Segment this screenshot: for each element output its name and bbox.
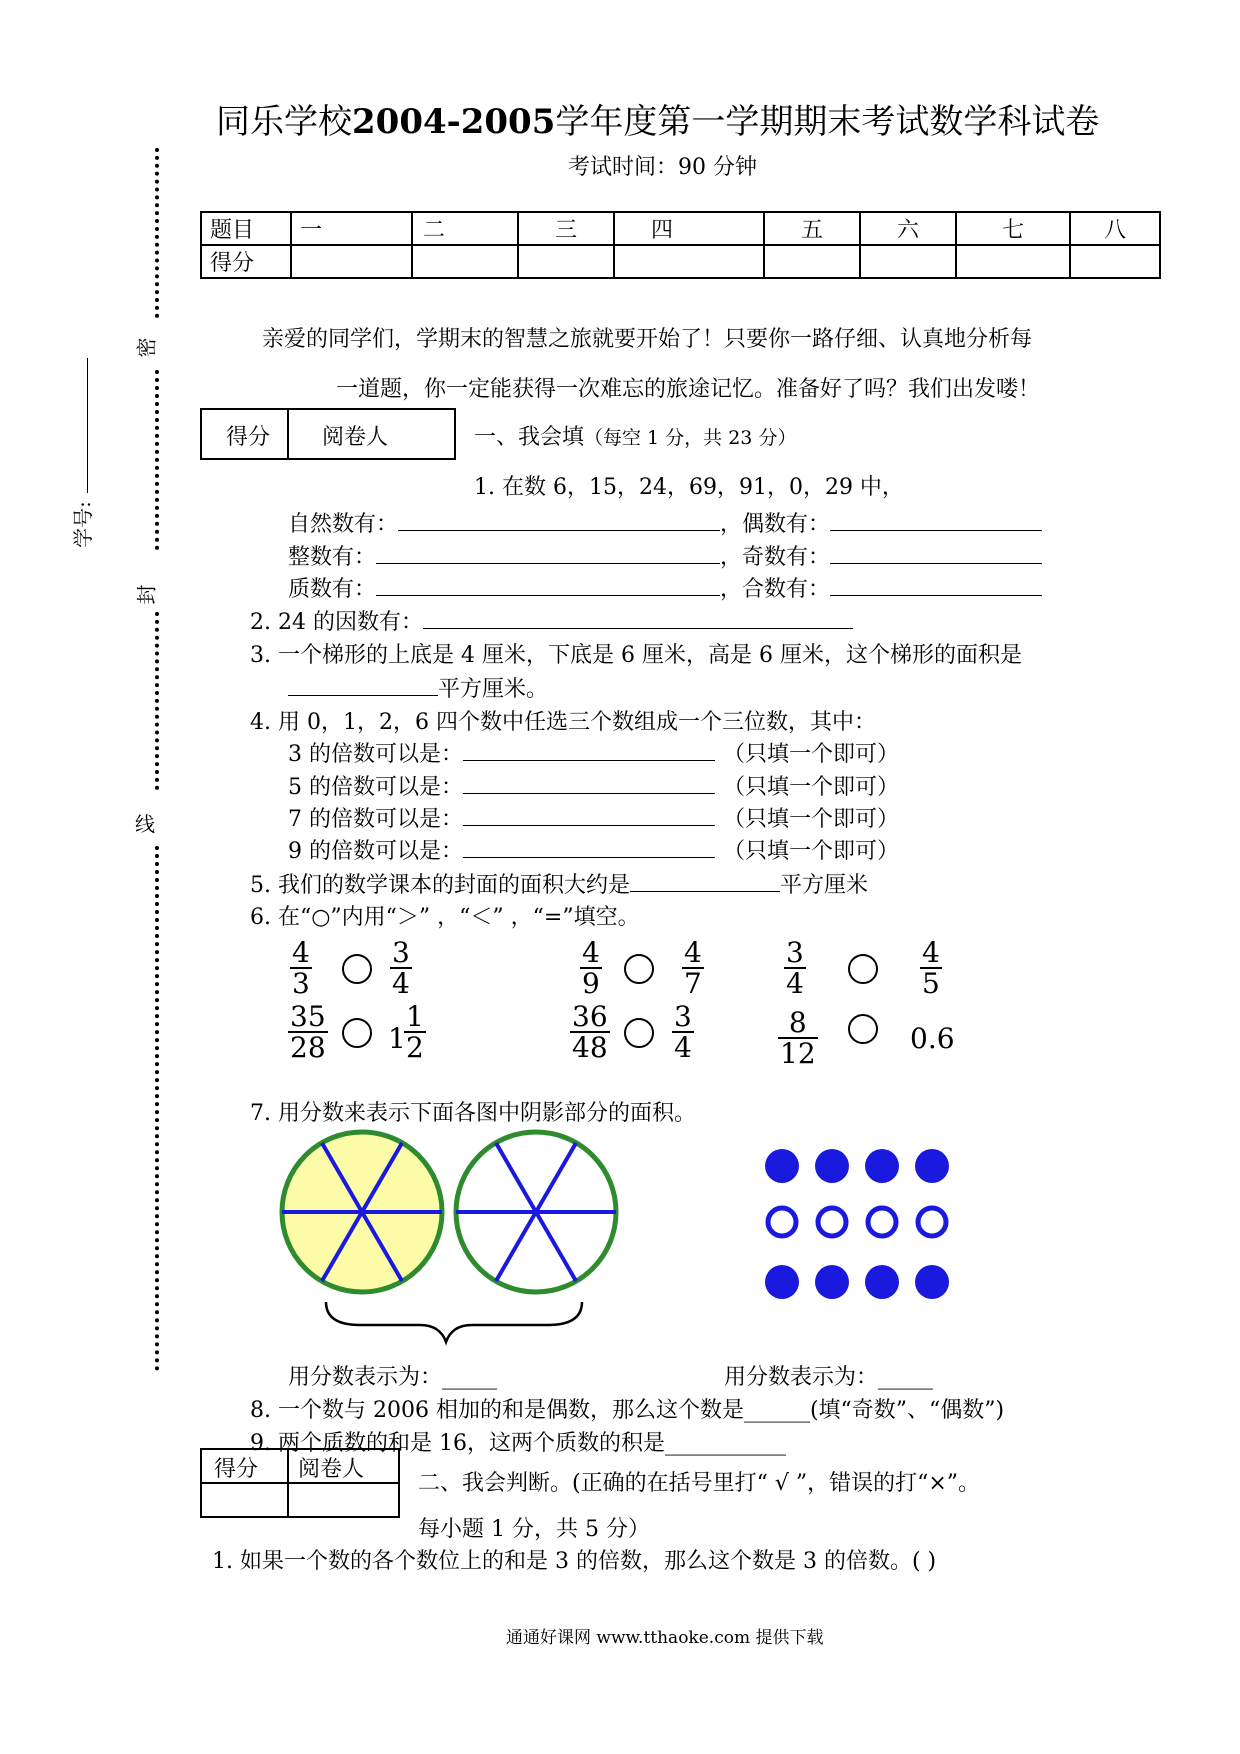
q7-answer-label: 用分数表示为： xyxy=(724,1365,879,1390)
q4-hint: （只填一个即可） xyxy=(723,775,900,800)
intro-line-2: 一道题，你一定能获得一次难忘的旅途记忆。准备好了吗？我们出发喽！ xyxy=(336,377,1041,402)
q4-hint: （只填一个即可） xyxy=(723,839,900,864)
section2-title: 二、我会判断。(正确的在括号里打“ √ ”，错误的打“×”。 xyxy=(418,1471,981,1496)
q3-text: 一个梯形的上底是 4 厘米，下底是 6 厘米，高是 6 厘米，这个梯形的面积是 xyxy=(271,643,1022,668)
frac-numerator: 3 xyxy=(786,936,804,969)
q4-hint: （只填一个即可） xyxy=(723,742,900,767)
intro-line-1: 亲爱的同学们，学期末的智慧之旅就要开始了！只要你一路仔细、认真地分析每 xyxy=(262,327,1033,352)
score-table-col: 六 xyxy=(860,212,956,245)
frac-denominator: 12 xyxy=(780,1037,816,1071)
dot-grid xyxy=(765,1149,949,1299)
frac-denominator: 4 xyxy=(392,967,410,1001)
q4-stem: 4. 用 0，1，2，6 四个数中任选三个数组成一个三位数，其中： xyxy=(250,710,876,735)
q3-tail: 平方厘米。 xyxy=(438,677,549,702)
frac-numerator: 8 xyxy=(788,1006,807,1039)
score-table-col: 三 xyxy=(518,212,614,245)
section1-note: （每空 1 分，共 23 分） xyxy=(584,427,797,449)
q1-prime-label: 质数有： xyxy=(288,577,377,602)
score-table-col: 八 xyxy=(1070,212,1160,245)
q8-tail: (填“奇数”、“偶数”) xyxy=(809,1398,1005,1423)
grader-row-divider xyxy=(202,1482,398,1484)
q4-item-label: 5 的倍数可以是： xyxy=(288,775,463,800)
q4-item-label: 9 的倍数可以是： xyxy=(288,839,463,864)
frac-denominator: 3 xyxy=(292,967,310,1001)
grader-name-label: 阅卷人 xyxy=(322,425,389,450)
q7-answer-left xyxy=(288,1360,497,1391)
frac-denominator: 48 xyxy=(572,1031,608,1065)
q7-answer-blank[interactable]: _____ xyxy=(442,1365,498,1390)
frac-numerator: 1 xyxy=(406,1000,424,1033)
pie-circle-right xyxy=(456,1132,616,1292)
frac-numerator: 36 xyxy=(572,1000,608,1033)
q1-integer-label: 整数有： xyxy=(288,545,377,570)
frac-numerator: 3 xyxy=(392,936,410,969)
frac-denominator: 5 xyxy=(922,967,940,1001)
binding-feng: 封 xyxy=(134,584,159,605)
q1-even-label: ，偶数有： xyxy=(720,512,831,537)
frac-denominator: 28 xyxy=(290,1031,326,1065)
title-rest: 学年度第一学期期末考试数学科试卷 xyxy=(555,102,1100,142)
q1-composite-label: ，合数有： xyxy=(720,577,831,602)
frac-numerator: 4 xyxy=(922,936,940,969)
section2-note: 每小题 1 分，共 5 分） xyxy=(418,1517,650,1542)
brace-under-circles xyxy=(326,1302,582,1342)
q1-odd-label: ，奇数有： xyxy=(720,545,831,570)
q2-text: 24 的因数有： xyxy=(271,610,423,635)
section2-q1: 1. 如果一个数的各个数位上的和是 3 的倍数，那么这个数是 3 的倍数。( ) xyxy=(212,1549,937,1574)
frac-denominator: 9 xyxy=(582,967,600,1001)
q4-hint: （只填一个即可） xyxy=(723,807,900,832)
title-years: 2004-2005 xyxy=(352,102,556,142)
score-table-col: 五 xyxy=(764,212,860,245)
frac-numerator: 35 xyxy=(290,1000,326,1033)
frac-numerator: 4 xyxy=(684,936,702,969)
q7-answer-right xyxy=(724,1360,933,1391)
q8-row xyxy=(250,1393,1004,1424)
frac-denominator: 4 xyxy=(674,1031,692,1065)
binding-mi: 密 xyxy=(134,337,159,358)
grader-name-label: 阅卷人 xyxy=(298,1457,365,1482)
q6-stem: 6. 在“○”内用“＞” ，“＜” ，“=”填空。 xyxy=(250,905,640,930)
q7-answer-label: 用分数表示为： xyxy=(288,1365,443,1390)
q4-item-label: 7 的倍数可以是： xyxy=(288,807,463,832)
q3-num: 3. xyxy=(250,643,271,668)
q5-tail: 平方厘米 xyxy=(780,873,869,898)
frac-numerator: 4 xyxy=(582,936,600,969)
q2-num: 2. xyxy=(250,610,271,635)
score-table-col: 二 xyxy=(412,212,518,245)
frac-denominator: 7 xyxy=(684,967,702,1001)
frac-denominator: 4 xyxy=(786,967,804,1001)
q1-natural-label: 自然数有： xyxy=(288,512,399,537)
binding-xian: 线 xyxy=(135,812,155,836)
q6-decimal: 0.6 xyxy=(910,1022,955,1055)
grader-score-label: 得分 xyxy=(226,425,271,450)
score-table-col: 七 xyxy=(956,212,1070,245)
q5-text: 5. 我们的数学课本的封面的面积大约是 xyxy=(250,873,630,898)
q9-blank[interactable]: ___________ xyxy=(664,1431,786,1456)
frac-numerator: 4 xyxy=(292,936,310,969)
q8-text: 8. 一个数与 2006 相加的和是偶数，那么这个数是 xyxy=(250,1398,744,1423)
grader-score-label: 得分 xyxy=(214,1457,259,1482)
frac-numerator: 3 xyxy=(674,1000,692,1033)
q8-blank[interactable]: ______ xyxy=(743,1398,810,1423)
title-school: 同乐学校 xyxy=(216,102,352,142)
score-table-header-topic: 题目 xyxy=(201,212,291,245)
q7-answer-blank[interactable]: _____ xyxy=(878,1365,934,1390)
score-table-col: 一 xyxy=(291,212,412,245)
score-table-col: 四 xyxy=(614,212,764,245)
frac-denominator: 2 xyxy=(406,1031,424,1065)
score-table-header-score: 得分 xyxy=(201,245,291,278)
section1-title-text: 一、我会填 xyxy=(474,425,585,450)
pie-circle-left xyxy=(282,1132,442,1292)
student-no-label: 学号: xyxy=(70,501,95,548)
grader-box-2 xyxy=(200,1448,400,1518)
q4-item-label: 3 的倍数可以是： xyxy=(288,742,463,767)
exam-time: 考试时间：90 分钟 xyxy=(568,155,757,180)
q1-stem: 1. 在数 6，15，24，69，91，0，29 中， xyxy=(474,475,904,500)
q9-text: 9. 两个质数的和是 16，这两个质数的积是 xyxy=(250,1431,665,1456)
q6-mixed-whole: 1 xyxy=(388,1022,406,1055)
q7-stem: 7. 用分数来表示下面各图中阴影部分的面积。 xyxy=(250,1101,696,1126)
footer-credit: 通通好课网 www.tthaoke.com 提供下载 xyxy=(506,1628,824,1648)
